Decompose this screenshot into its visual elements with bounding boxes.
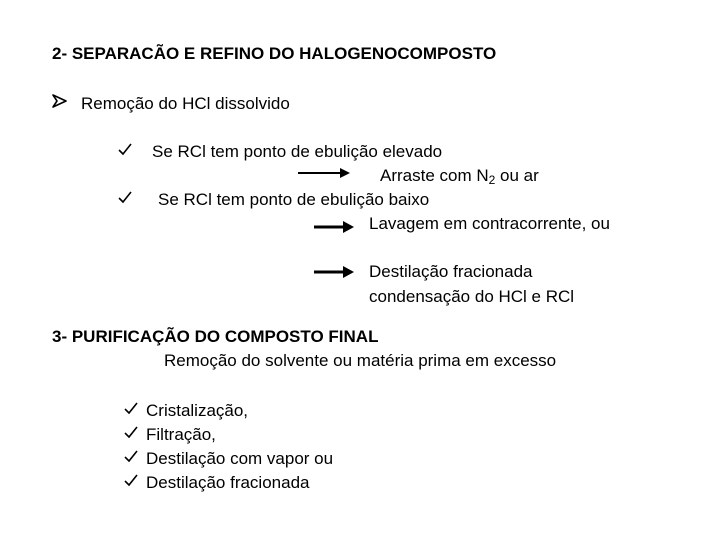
case-low-boiling: Se RCl tem ponto de ebulição baixo	[158, 190, 430, 209]
section-3-heading: 3- PURIFICAÇÃO DO COMPOSTO FINAL	[52, 327, 379, 346]
checkmark-icon	[123, 400, 139, 422]
case-high-boiling: Se RCl tem ponto de ebulição elevado	[152, 142, 443, 161]
n2-subscript: 2	[488, 173, 496, 187]
bullet-remove-hcl: Remoção do HCl dissolvido	[81, 94, 290, 113]
checkmark-icon	[117, 189, 133, 211]
right-arrow-icon	[314, 220, 354, 238]
purification-item: Destilação com vapor ou	[146, 449, 334, 468]
checkmark-icon	[123, 448, 139, 470]
arraste-n2	[380, 166, 539, 186]
checkmark-icon	[123, 424, 139, 446]
checkmark-icon	[123, 472, 139, 494]
option-fractional-distillation: Destilação fracionada	[369, 262, 533, 281]
right-arrow-icon	[314, 265, 354, 283]
section-3-subheading: Remoção do solvente ou matéria prima em excesso	[164, 351, 557, 370]
arrowhead-bullet-icon	[52, 93, 68, 115]
section-2-heading: 2- SEPARACÃO E REFINO DO HALOGENOCOMPOSTO	[52, 44, 497, 63]
purification-item: Cristalização,	[146, 401, 249, 420]
purification-item: Filtração,	[146, 425, 216, 444]
right-arrow-icon	[298, 166, 350, 184]
arraste-prefix: Arraste com N	[380, 166, 489, 185]
arraste-suffix: ou ar	[495, 166, 539, 185]
option-countercurrent-wash: Lavagem em contracorrente, ou	[369, 214, 610, 233]
checkmark-icon	[117, 141, 133, 163]
purification-item: Destilação fracionada	[146, 473, 310, 492]
option-condensation: condensação do HCl e RCl	[369, 287, 575, 306]
